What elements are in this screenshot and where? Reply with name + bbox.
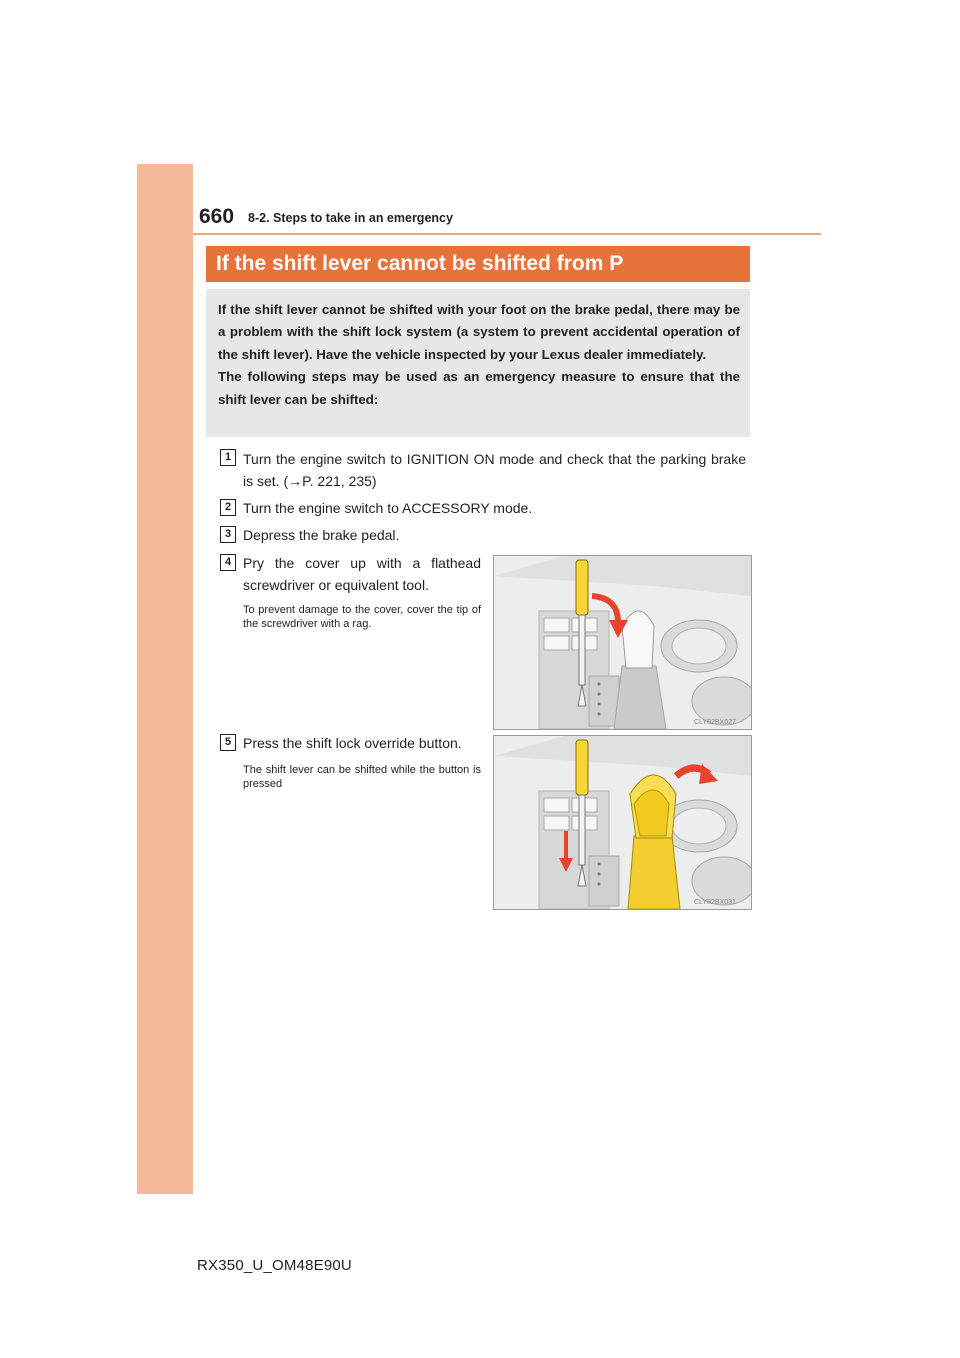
step-number: 1 bbox=[220, 449, 236, 466]
step-text: Turn the engine switch to IGNITION ON mode and check that the parking brake is set. (→P. 221, 235) bbox=[243, 451, 746, 489]
step-note: The shift lever can be shifted while the button is pressed bbox=[243, 764, 481, 790]
side-strip bbox=[137, 164, 193, 1194]
step-number: 3 bbox=[220, 526, 236, 543]
intro-box bbox=[206, 289, 750, 437]
step-text: Turn the engine switch to ACCESSORY mode. bbox=[243, 500, 533, 516]
step-text: Pry the cover up with a flathead screwdriver or equivalent tool. bbox=[243, 555, 481, 593]
intro-paragraph: If the shift lever cannot be shifted with your foot on the brake pedal, there may be a problem with the shift lock system (a system to prevent accidental operation of the shift lever). Have the vehicle inspected by your Lexus dealer immediately. bbox=[218, 302, 740, 362]
illustration-code: CLY82BX031 bbox=[694, 899, 736, 906]
page-number: 660 bbox=[199, 205, 235, 228]
step-text: Depress the brake pedal. bbox=[243, 527, 400, 543]
step-number: 2 bbox=[220, 499, 236, 516]
section-heading: If the shift lever cannot be shifted from P bbox=[206, 246, 750, 282]
section-title: 8-2. Steps to take in an emergency bbox=[248, 211, 453, 225]
step-note: To prevent damage to the cover, cover the tip of the screwdriver with a rag. bbox=[243, 604, 481, 630]
step-number: 5 bbox=[220, 734, 236, 751]
illustration-override-button bbox=[493, 735, 752, 910]
header-rule bbox=[193, 233, 821, 235]
footer-code: RX350_U_OM48E90U bbox=[197, 1257, 352, 1274]
illustration-code: CLY82BX027 bbox=[694, 719, 736, 726]
step-text: Press the shift lock override button. bbox=[243, 735, 462, 751]
intro-paragraph: The following steps may be used as an emergency measure to ensure that the shift lever can be shifted: bbox=[218, 369, 740, 407]
illustration-pry-cover bbox=[493, 555, 752, 730]
step-number: 4 bbox=[220, 554, 236, 571]
